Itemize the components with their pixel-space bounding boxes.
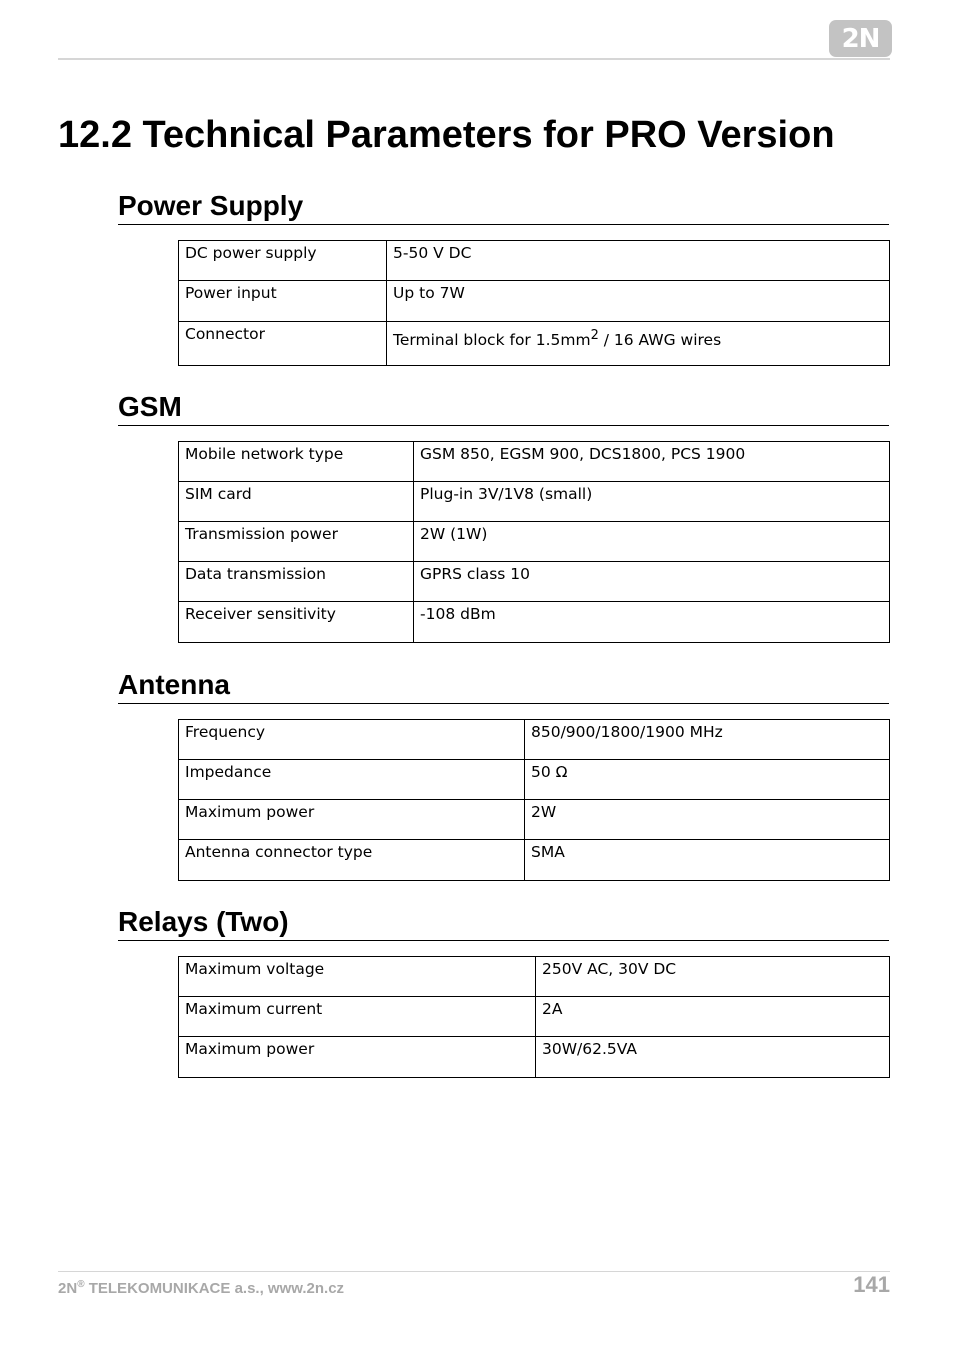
param-label: Data transmission xyxy=(179,562,414,602)
param-value: 250V AC, 30V DC xyxy=(536,957,890,997)
table-row xyxy=(179,1037,890,1078)
table-row xyxy=(179,322,890,366)
page-title: 12.2 Technical Parameters for PRO Version xyxy=(58,114,835,156)
param-value: 2W xyxy=(525,800,890,840)
param-value: 2A xyxy=(536,997,890,1037)
param-label: Impedance xyxy=(179,760,525,800)
table-row xyxy=(179,720,890,760)
table-row xyxy=(179,602,890,643)
section-heading-antenna: Antenna xyxy=(118,667,889,704)
param-value: 50 Ω xyxy=(525,760,890,800)
table-row xyxy=(179,562,890,602)
param-label: Frequency xyxy=(179,720,525,760)
section-heading-power-supply: Power Supply xyxy=(118,188,889,225)
param-label: Transmission power xyxy=(179,522,414,562)
param-label: Connector xyxy=(179,322,387,366)
param-value: SMA xyxy=(525,840,890,881)
param-label: Power input xyxy=(179,281,387,322)
param-label: Maximum voltage xyxy=(179,957,536,997)
table-row xyxy=(179,760,890,800)
section-heading-relays: Relays (Two) xyxy=(118,904,889,941)
table-row xyxy=(179,482,890,522)
param-value: -108 dBm xyxy=(414,602,890,643)
param-label: Maximum power xyxy=(179,1037,536,1078)
param-value: Up to 7W xyxy=(387,281,890,322)
param-value: 5-50 V DC xyxy=(387,241,890,281)
section-heading-gsm: GSM xyxy=(118,389,889,426)
param-value: Terminal block for $1.5mm^2 / 16$ AWG wires xyxy=(387,322,890,366)
footer-divider xyxy=(58,1271,890,1272)
param-label: SIM card xyxy=(179,482,414,522)
param-label: Receiver sensitivity xyxy=(179,602,414,643)
footer-company: 2N® TELEKOMUNIKACE a.s., www.2n.cz xyxy=(58,1279,345,1297)
param-value: 2W (1W) xyxy=(414,522,890,562)
table-row xyxy=(179,281,890,322)
table-row xyxy=(179,522,890,562)
table-row xyxy=(179,840,890,881)
company-logo: 2N xyxy=(829,20,892,57)
antenna-table xyxy=(178,719,890,881)
param-value: Plug-in 3V/1V8 (small) xyxy=(414,482,890,522)
param-value: GSM 850, EGSM 900, DCS1800, PCS 1900 xyxy=(414,442,890,482)
table-row xyxy=(179,800,890,840)
relays-table xyxy=(178,956,890,1078)
gsm-table xyxy=(178,441,890,643)
param-label: Mobile network type xyxy=(179,442,414,482)
param-value: 30W/62.5VA xyxy=(536,1037,890,1078)
param-label: Maximum current xyxy=(179,997,536,1037)
table-row xyxy=(179,241,890,281)
power-supply-table xyxy=(178,240,890,366)
param-label: DC power supply xyxy=(179,241,387,281)
header-divider xyxy=(58,58,890,60)
param-value: GPRS class 10 xyxy=(414,562,890,602)
param-label: Antenna connector type xyxy=(179,840,525,881)
table-row xyxy=(179,997,890,1037)
page-number: 141 xyxy=(853,1272,890,1297)
param-label: Maximum power xyxy=(179,800,525,840)
table-row xyxy=(179,957,890,997)
param-value: 850/900/1800/1900 MHz xyxy=(525,720,890,760)
table-row xyxy=(179,442,890,482)
